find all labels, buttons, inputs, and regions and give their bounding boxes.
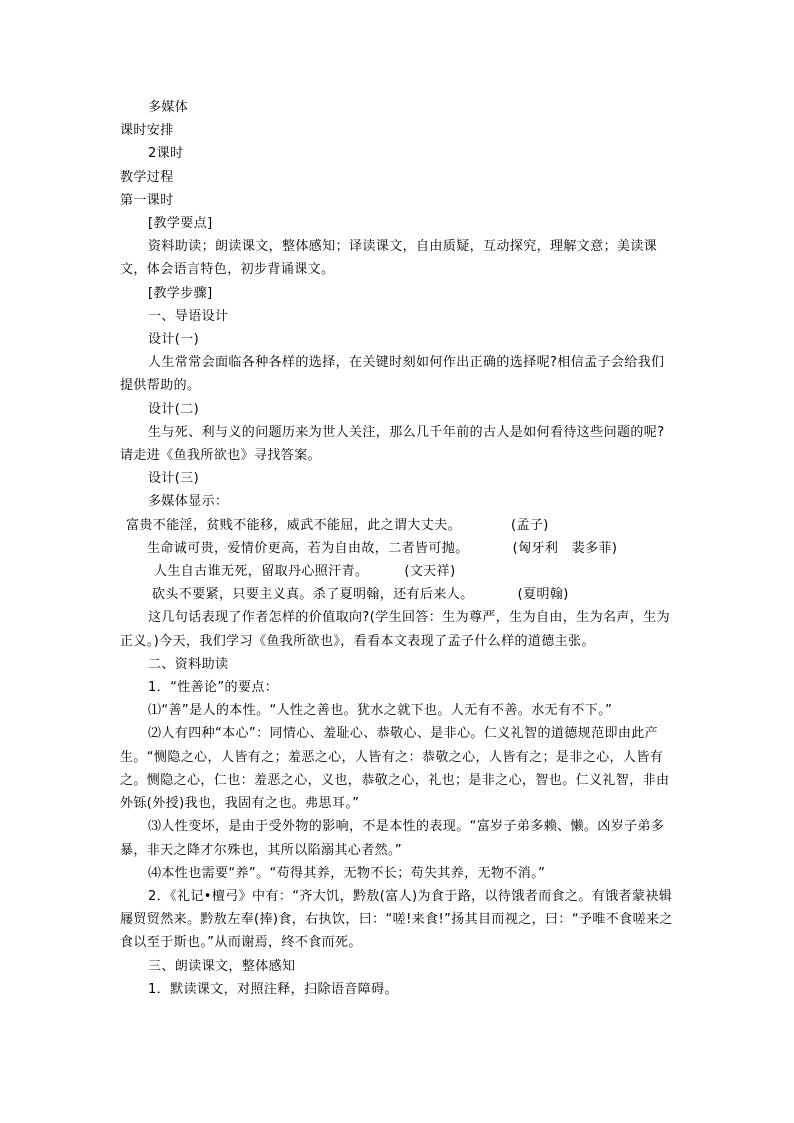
- label-design-2: 设计(二): [148, 401, 200, 417]
- label-multimedia-display: 多媒体显示：: [148, 494, 229, 510]
- quote-text: 富贵不能淫，贫贱不能移，威武不能屈，此之谓大丈夫。: [126, 517, 462, 533]
- para-design-2: 生与死、利与义的问题历来为世人关注，那么几千年前的古人是如何看待这些问题的呢?请走进《鱼我所欲也》寻找答案。: [120, 424, 665, 464]
- quote-source: (孟子): [511, 517, 549, 533]
- quote-wen-tianxiang: [120, 560, 676, 583]
- heading-reading-aid: 二、资料助读: [148, 656, 229, 672]
- quote-text: 生命诚可贵，爱情价更高，若为自由故，二者皆可抛。: [147, 540, 469, 556]
- quote-text: 人生自古谁无死，留取丹心照汗青。: [154, 564, 369, 580]
- label-design-3: 设计(三): [148, 471, 200, 487]
- item-theory-of-good-nature: 1．“性善论”的要点：: [148, 680, 279, 696]
- subitem-4: ⑷本性也需要“养”。“苟得其养，无物不长；苟失其养，无物不消。”: [148, 865, 546, 881]
- quote-source: (匈牙利 裴多菲): [512, 540, 618, 556]
- label-key-points: [教学要点]: [148, 216, 213, 232]
- quote-mencius: [120, 514, 676, 537]
- para-key-points: 资料助读；朗读课文，整体感知；译读课文，自由质疑，互动探究，理解文意；美读课文，体会语言特色，初步背诵课文。: [120, 239, 658, 278]
- heading-process: 教学过程: [120, 169, 174, 185]
- line-hours: 2课时: [148, 146, 184, 162]
- para-value-orientation: 这几句话表现了作者怎样的价值取向?(学生回答：生为尊严，生为自由，生为名声，生为正义。)今天，我们学习《鱼我所欲也》，看看本文表现了孟子什么样的道德主张。: [120, 610, 670, 649]
- para-design-1: 人生常常会面临各种各样的选择，在关键时刻如何作出正确的选择呢?相信孟子会给我们提供帮助的。: [120, 355, 665, 394]
- heading-reading-aloud: 三、朗读课文，整体感知: [148, 958, 296, 974]
- quote-petofi: [120, 537, 676, 560]
- heading-first-lesson: 第一课时: [120, 192, 174, 208]
- subitem-1: ⑴“善”是人的本性。“人性之善也。犹水之就下也。人无有不善。水无有不下。”: [148, 703, 613, 719]
- item-silent-reading: 1．默读课文，对照注释，扫除语音障碍。: [148, 981, 398, 997]
- document-body: [120, 96, 676, 1001]
- item-book-of-rites: 2．《礼记•檀弓》中有：“齐大饥，黔敖(富人)为食于路，以待饿者而食之。有饿者蒙袂辑屦贸贸然来。黔敖左奉(捧)食，右执饮，曰：“嗟!来食!”扬其目而视之，曰：“予唯不食嗟来之食以至于斯也。”从而谢焉，终不食而死。: [120, 888, 673, 951]
- heading-intro-design: 一、导语设计: [148, 308, 229, 324]
- subitem-2: ⑵人有四种“本心”：同情心、羞耻心、恭敬心、是非心。仁义礼智的道德规范即由此产生。“恻隐之心，人皆有之；羞恶之心，人皆有之：恭敬之心，人皆有之；是非之心，人皆有之。恻隐之心，仁也：羞恶之心，义也，恭敬之心，礼也；是非之心，智也。仁义礼智，非由外铄(外授)我也，我固有之也。弗思耳。”: [120, 726, 670, 812]
- quote-source: (文天祥): [404, 564, 456, 580]
- quote-xia-minghan: [120, 583, 676, 606]
- quote-text: 砍头不要紧，只要主义真。杀了夏明翰，还有后来人。: [152, 587, 474, 603]
- heading-schedule: 课时安排: [120, 123, 174, 139]
- label-design-1: 设计(一): [148, 332, 200, 348]
- line-multimedia: 多媒体: [148, 100, 189, 115]
- subitem-3: ⑶人性变坏，是由于受外物的影响，不是本性的表现。“富岁子弟多赖、懒。凶岁子弟多暴，非天之降才尔殊也，其所以陷溺其心者然。”: [120, 819, 665, 858]
- label-steps: [教学步骤]: [148, 285, 213, 301]
- quote-source: (夏明翰): [517, 587, 569, 603]
